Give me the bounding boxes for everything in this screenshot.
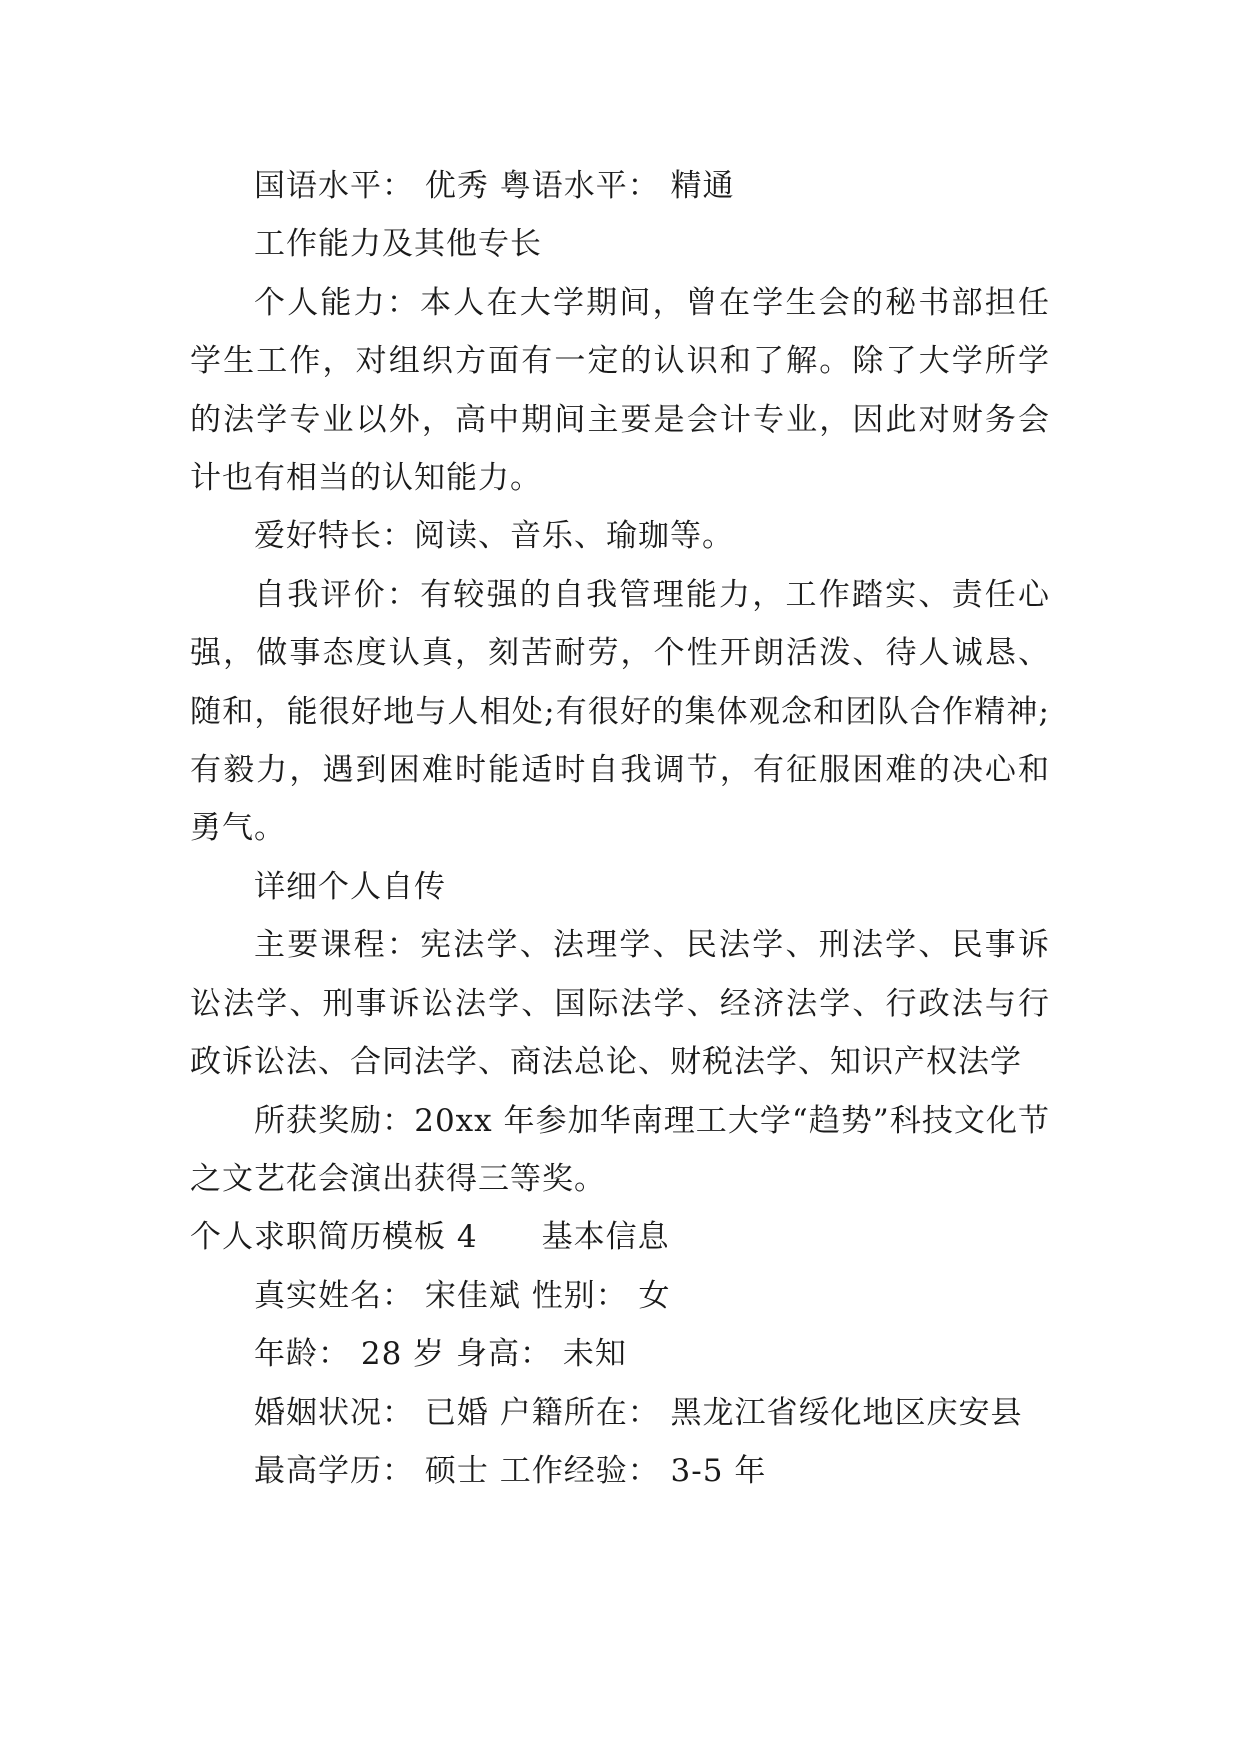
paragraph-autobiography-heading: 详细个人自传 xyxy=(254,868,446,905)
paragraph-age-height: 年龄： 28 岁 身高： 未知 xyxy=(254,1336,627,1373)
paragraph-self-evaluation: 自我评价：有较强的自我管理能力，工作踏实、责任心强，做事态度认真，刻苦耐劳，个性开朗活泼、待人诚恳、随和，能很好地与人相处;有很好的集体观念和团队合作精神;有毅力，遇到困难时能适时自我调节，有征服困难的决心和勇气。 xyxy=(190,576,1050,847)
paragraph-main-courses: 主要课程：宪法学、法理学、民法学、刑法学、民事诉讼法学、刑事诉讼法学、国际法学、经济法学、行政法与行政诉讼法、合同法学、商法总论、财税法学、知识产权法学 xyxy=(190,927,1050,1081)
section-subtitle: 基本信息 xyxy=(541,1219,670,1256)
paragraph-name-gender: 真实姓名： 宋佳斌 性别： 女 xyxy=(254,1277,671,1314)
paragraph-education-experience: 最高学历： 硕士 工作经验： 3-5 年 xyxy=(254,1452,767,1489)
paragraph-personal-ability: 个人能力：本人在大学期间，曾在学生会的秘书部担任学生工作，对组织方面有一定的认识和了解。除了大学所学的法学专业以外，高中期间主要是会计专业，因此对财务会计也有相当的认知能力。 xyxy=(190,284,1050,497)
paragraph-hobbies: 爱好特长：阅读、音乐、瑜珈等。 xyxy=(254,518,734,555)
section-title: 个人求职简历模板 4 xyxy=(190,1219,478,1256)
document-body xyxy=(190,157,1050,1500)
section-heading xyxy=(190,1208,1050,1266)
paragraph-skills-heading: 工作能力及其他专长 xyxy=(254,226,542,263)
paragraph-awards: 所获奖励：20xx 年参加华南理工大学“趋势”科技文化节之文艺花会演出获得三等奖。 xyxy=(190,1102,1050,1197)
paragraph-language-level: 国语水平： 优秀 粤语水平： 精通 xyxy=(254,168,735,204)
paragraph-marital-household: 婚姻状况： 已婚 户籍所在： 黑龙江省绥化地区庆安县 xyxy=(254,1394,1023,1431)
